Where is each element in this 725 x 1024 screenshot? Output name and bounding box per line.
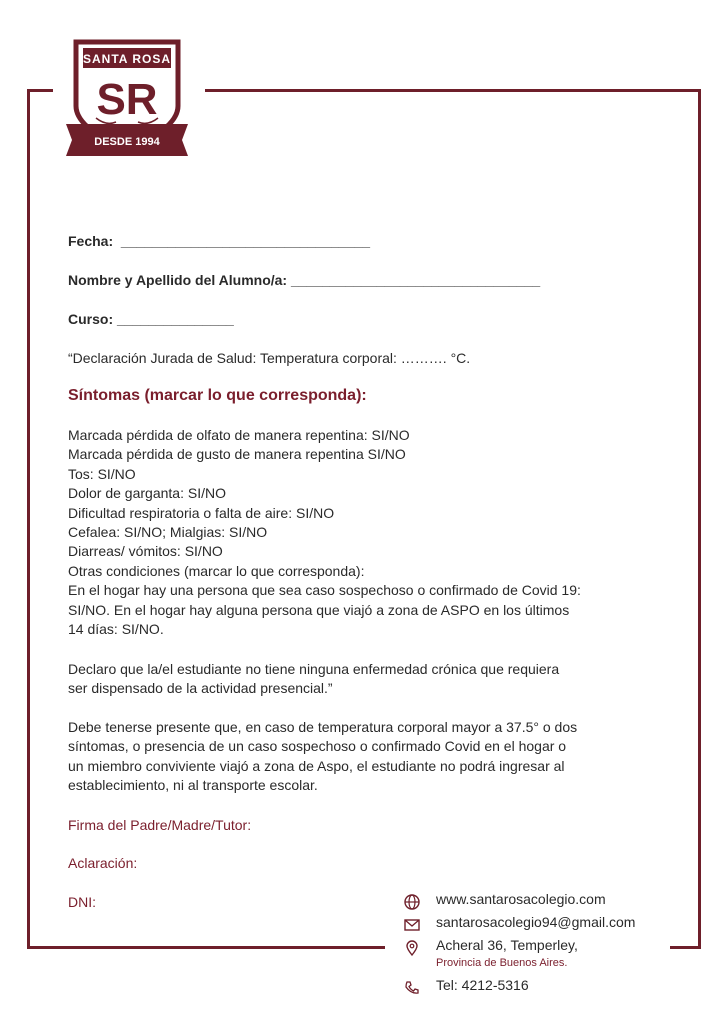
web-text: www.santarosacolegio.com <box>436 891 606 907</box>
sintoma-line: Marcada pérdida de gusto de manera repentina SI/NO <box>68 446 406 463</box>
nombre-row <box>68 271 540 290</box>
phone-icon <box>403 979 421 997</box>
sintoma-line: Marcada pérdida de olfato de manera repentina: SI/NO <box>68 427 410 443</box>
sintoma-line: Diarreas/ vómitos: SI/NO <box>68 543 223 560</box>
logo-since: DESDE 1994 <box>94 136 160 148</box>
aviso-paragraph <box>68 718 577 796</box>
sintomas-title: Síntomas (marcar lo que corresponda): <box>68 387 367 404</box>
aviso-line: un miembro conviviente viajó a zona de Aspo, el estudiante no podrá ingresar al <box>68 757 565 774</box>
curso-label: Curso: <box>68 311 114 327</box>
sintoma-line: Dificultad respiratoria o falta de aire: SI/NO <box>68 504 335 521</box>
email-text: santarosacolegio94@gmail.com <box>436 914 636 930</box>
sintoma-line: En el hogar hay una persona que sea caso sospechoso o confirmado de Covid 19: <box>68 582 581 599</box>
sintoma-line: Dolor de garganta: SI/NO <box>68 485 226 502</box>
aviso-line: establecimiento, ni al transporte escolar. <box>68 777 318 794</box>
frame-top-left <box>27 89 53 92</box>
sintoma-line: Tos: SI/NO <box>68 465 136 482</box>
aviso-line: síntomas, o presencia de un caso sospechoso o confirmado Covid en el hogar o <box>68 738 567 755</box>
sintomas-list <box>68 426 581 639</box>
province-text: Provincia de Buenos Aires. <box>436 957 568 969</box>
sintoma-line: Otras condiciones (marcar lo que corresponda): <box>68 562 365 579</box>
declaro-line: Declaro que la/el estudiante no tiene ninguna enfermedad crónica que requiera <box>68 661 560 677</box>
envelope-icon <box>403 916 421 934</box>
globe-icon <box>403 893 421 911</box>
contact-address <box>403 937 693 973</box>
logo-name: SANTA ROSA <box>83 52 171 66</box>
fecha-row <box>68 232 370 251</box>
frame-right <box>698 89 701 949</box>
sintoma-line: Cefalea: SI/NO; Mialgias: SI/NO <box>68 524 268 541</box>
aclaracion-label: Aclaración: <box>68 855 138 871</box>
aviso-line: Debe tenerse presente que, en caso de temperatura corporal mayor a 37.5° o dos <box>68 719 578 735</box>
declaracion-text: “Declaración Jurada de Salud: Temperatura corporal: ………. °C. <box>68 350 471 366</box>
frame-left <box>27 89 30 949</box>
frame-bottom-left <box>27 946 385 949</box>
phone-text: Tel: 4212-5316 <box>436 977 529 993</box>
frame-top-right <box>205 89 701 92</box>
sintoma-line: 14 días: SI/NO. <box>68 621 164 638</box>
location-pin-icon <box>403 939 421 957</box>
contact-email[interactable] <box>403 914 693 936</box>
firma-label: Firma del Padre/Madre/Tutor: <box>68 817 252 833</box>
school-logo <box>66 28 188 156</box>
fecha-label: Fecha: <box>68 233 114 249</box>
declaro-line: ser dispensado de la actividad presencial.” <box>68 680 333 697</box>
fecha-blank[interactable]: ________________________________ <box>120 233 371 249</box>
contact-web[interactable] <box>403 891 693 913</box>
nombre-blank[interactable]: ________________________________ <box>290 272 541 288</box>
curso-blank[interactable]: _______________ <box>117 311 234 327</box>
curso-row <box>68 310 234 329</box>
nombre-label: Nombre y Apellido del Alumno/a: <box>68 272 288 288</box>
sintoma-line: SI/NO. En el hogar hay alguna persona que viajó a zona de ASPO en los últimos <box>68 601 570 618</box>
contact-phone[interactable] <box>403 977 693 999</box>
address-text: Acheral 36, Temperley, <box>436 937 578 953</box>
dni-label: DNI: <box>68 894 96 910</box>
declaro-paragraph <box>68 660 559 699</box>
logo-monogram: SR <box>96 75 158 124</box>
